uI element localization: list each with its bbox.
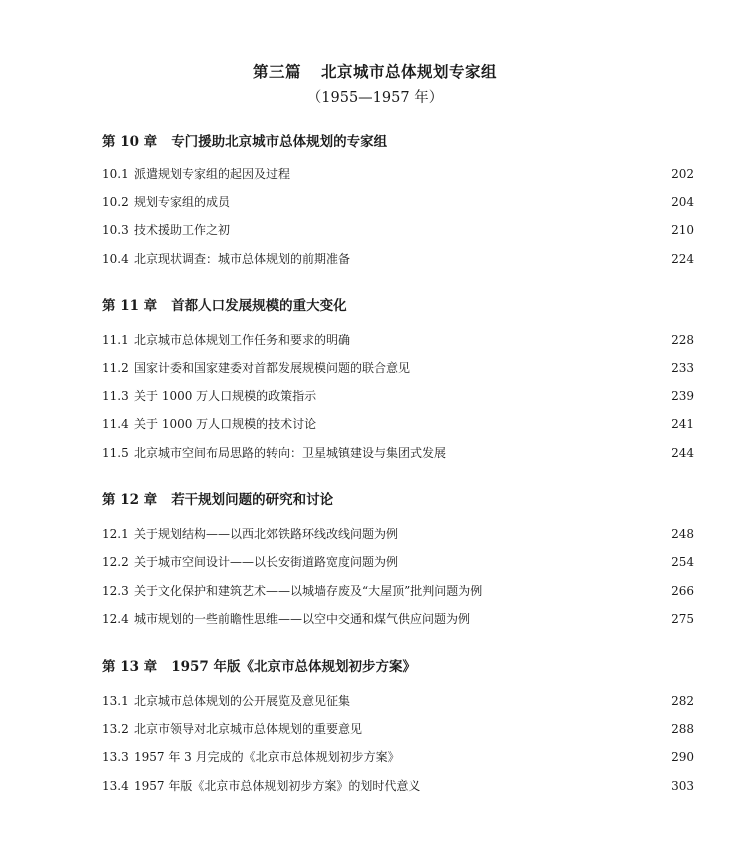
- section-number: 13.4: [102, 779, 129, 793]
- page-number: 248: [671, 527, 694, 541]
- page-number: 266: [671, 584, 694, 598]
- page-number: 228: [671, 333, 694, 347]
- part-name: 北京城市总体规划专家组: [321, 62, 498, 81]
- section-title: 关于 1000 万人口规模的政策指示: [134, 389, 317, 403]
- chapter-number: 第 11 章: [102, 298, 158, 314]
- chapter-heading: [102, 130, 387, 150]
- toc-entry: [102, 415, 694, 433]
- part-label: 第三篇: [252, 62, 301, 81]
- section-number: 11.2: [102, 361, 129, 375]
- section-number: 13.3: [102, 750, 129, 764]
- toc-entry: [102, 748, 694, 766]
- section-number: 10.2: [102, 195, 129, 209]
- toc-entry: [102, 193, 694, 211]
- section-title: 技术援助工作之初: [134, 223, 231, 237]
- section-title: 1957 年版《北京市总体规划初步方案》的划时代意义: [134, 779, 421, 793]
- section-number: 11.3: [102, 389, 129, 403]
- section-number: 12.2: [102, 555, 129, 569]
- page-number: 244: [671, 446, 694, 460]
- toc-entry: [102, 720, 694, 738]
- section-title: 北京城市空间布局思路的转向：卫星城镇建设与集团式发展: [134, 446, 447, 460]
- page-number: 202: [671, 167, 694, 181]
- toc-entry: [102, 777, 694, 795]
- chapter-number: 第 12 章: [102, 492, 158, 508]
- part-years: （1955—1957 年）: [306, 90, 444, 106]
- section-title: 北京城市总体规划工作任务和要求的明确: [134, 333, 351, 347]
- chapter-number: 第 10 章: [102, 134, 158, 150]
- page-number: 241: [671, 417, 694, 431]
- section-title: 规划专家组的成员: [134, 195, 231, 209]
- chapter-heading: [102, 655, 416, 675]
- toc-entry: [102, 331, 694, 349]
- section-title: 关于文化保护和建筑艺术——以城墙存废及“大屋顶”批判问题为例: [134, 584, 483, 598]
- section-number: 12.4: [102, 612, 129, 626]
- chapter-number: 第 13 章: [102, 659, 158, 675]
- section-title: 关于 1000 万人口规模的技术讨论: [134, 417, 317, 431]
- section-title: 北京城市总体规划的公开展览及意见征集: [134, 694, 351, 708]
- section-title: 关于规划结构——以西北郊铁路环线改线问题为例: [134, 527, 399, 541]
- chapter-title: 首都人口发展规模的重大变化: [171, 298, 347, 314]
- section-number: 11.5: [102, 446, 129, 460]
- section-number: 13.1: [102, 694, 129, 708]
- chapter-title: 若干规划问题的研究和讨论: [171, 492, 334, 508]
- page-number: 290: [671, 750, 694, 764]
- toc-entry: [102, 250, 694, 268]
- toc-entry: [102, 359, 694, 377]
- section-title: 北京市领导对北京城市总体规划的重要意见: [134, 722, 363, 736]
- section-number: 10.1: [102, 167, 129, 181]
- toc-entry: [102, 553, 694, 571]
- page-number: 275: [671, 612, 694, 626]
- toc-entry: [102, 444, 694, 462]
- section-number: 11.4: [102, 417, 129, 431]
- chapter-title: 专门援助北京城市总体规划的专家组: [171, 134, 388, 150]
- toc-entry: [102, 610, 694, 628]
- toc-entry: [102, 582, 694, 600]
- page-number: 224: [671, 252, 694, 266]
- toc-entry: [102, 221, 694, 239]
- section-title: 1957 年 3 月完成的《北京市总体规划初步方案》: [134, 750, 400, 764]
- section-number: 10.3: [102, 223, 129, 237]
- page-number: 233: [671, 361, 694, 375]
- chapter-heading: [102, 488, 333, 508]
- toc-entry: [102, 692, 694, 710]
- page-number: 254: [671, 555, 694, 569]
- section-title: 城市规划的一些前瞻性思维——以空中交通和煤气供应问题为例: [134, 612, 471, 626]
- section-title: 北京现状调查：城市总体规划的前期准备: [134, 252, 351, 266]
- page-number: 210: [671, 223, 694, 237]
- chapter-title: 1957 年版《北京市总体规划初步方案》: [171, 659, 416, 675]
- toc-entry: [102, 387, 694, 405]
- page-number: 239: [671, 389, 694, 403]
- section-number: 12.3: [102, 584, 129, 598]
- part-title: [0, 60, 750, 82]
- section-title: 派遣规划专家组的起因及过程: [134, 167, 291, 181]
- toc-entry: [102, 165, 694, 183]
- chapter-heading: [102, 294, 347, 314]
- section-number: 11.1: [102, 333, 129, 347]
- page-number: 204: [671, 195, 694, 209]
- section-title: 国家计委和国家建委对首都发展规模问题的联合意见: [134, 361, 411, 375]
- section-title: 关于城市空间设计——以长安街道路宽度问题为例: [134, 555, 399, 569]
- page-number: 288: [671, 722, 694, 736]
- page-number: 303: [671, 779, 694, 793]
- section-number: 13.2: [102, 722, 129, 736]
- toc-entry: [102, 525, 694, 543]
- section-number: 12.1: [102, 527, 129, 541]
- page-number: 282: [671, 694, 694, 708]
- section-number: 10.4: [102, 252, 129, 266]
